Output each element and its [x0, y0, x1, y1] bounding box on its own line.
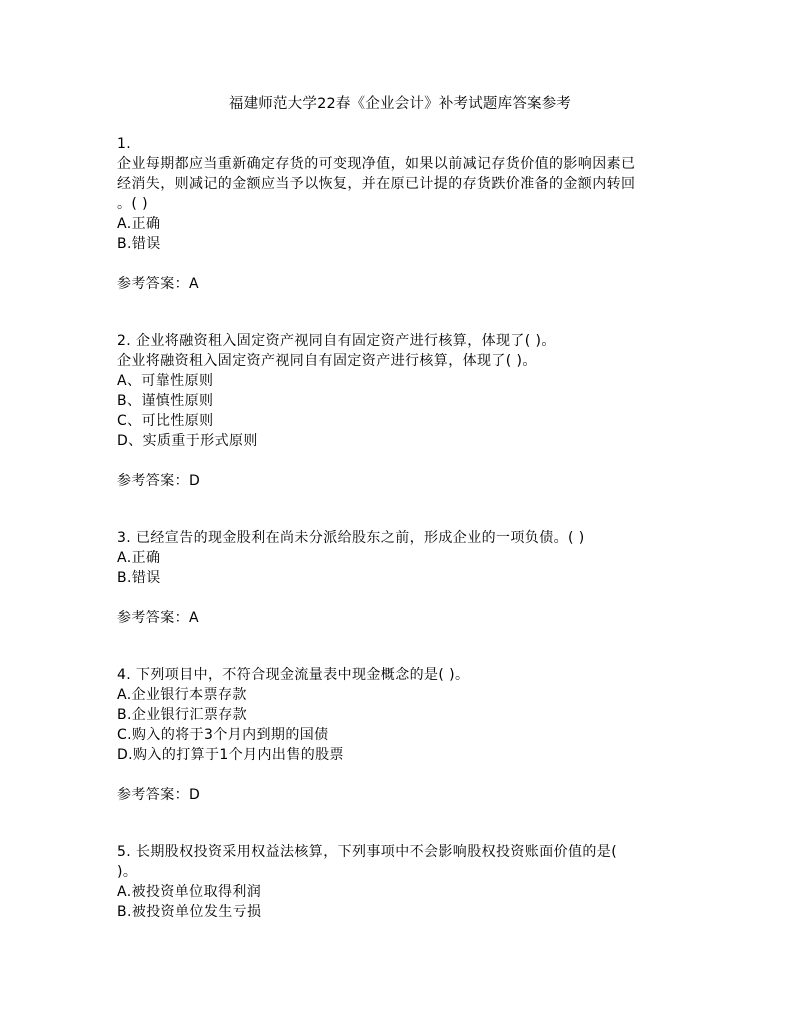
answer-text: 参考答案：A: [117, 276, 199, 292]
question-4: [117, 665, 689, 805]
option-a: A.正确: [117, 550, 161, 566]
option-b: B.错误: [117, 570, 161, 586]
question-1: [117, 134, 689, 294]
option-b: B.被投资单位发生亏损: [117, 904, 262, 920]
option-a: A、可靠性原则: [117, 373, 214, 389]
question-stem-line: 。( ): [117, 196, 148, 212]
option-c: C.购入的将于3个月内到期的国债: [117, 727, 329, 743]
option-b: B、谨慎性原则: [117, 393, 214, 409]
option-b: B.企业银行汇票存款: [117, 707, 248, 723]
question-number: 2. 企业将融资租入固定资产视同自有固定资产进行核算，体现了( )。: [117, 333, 556, 349]
answer-text: 参考答案：A: [117, 610, 199, 626]
question-stem-line: )。: [117, 864, 138, 880]
option-d: D、实质重于形式原则: [117, 433, 258, 449]
question-number: 1.: [117, 136, 132, 152]
option-a: A.被投资单位取得利润: [117, 884, 262, 900]
option-c: C、可比性原则: [117, 413, 214, 429]
document-title: 福建师范大学22春《企业会计》补考试题库答案参考: [228, 96, 572, 112]
option-a: A.企业银行本票存款: [117, 687, 247, 703]
question-3: [117, 528, 689, 628]
question-5: [117, 842, 689, 922]
option-a: A.正确: [117, 216, 161, 232]
question-number: 5. 长期股权投资采用权益法核算，下列事项中不会影响股权投资账面价值的是(: [117, 844, 618, 860]
question-stem-line: 企业每期都应当重新确定存货的可变现净值，如果以前减记存货价值的影响因素已: [117, 156, 636, 172]
question-number: 3. 已经宣告的现金股利在尚未分派给股东之前，形成企业的一项负债。( ): [117, 530, 585, 546]
answer-text: 参考答案：D: [117, 473, 201, 489]
question-stem-line: 经消失，则减记的金额应当予以恢复，并在原已计提的存货跌价准备的金额内转回: [117, 176, 636, 192]
option-d: D.购入的打算于1个月内出售的股票: [117, 747, 344, 763]
question-stem-line: 企业将融资租入固定资产视同自有固定资产进行核算，体现了( )。: [117, 353, 537, 369]
answer-text: 参考答案：D: [117, 787, 201, 803]
question-2: [117, 331, 689, 491]
option-b: B.错误: [117, 236, 161, 252]
question-number: 4. 下列项目中，不符合现金流量表中现金概念的是( )。: [117, 667, 470, 683]
document-content: [117, 134, 689, 922]
